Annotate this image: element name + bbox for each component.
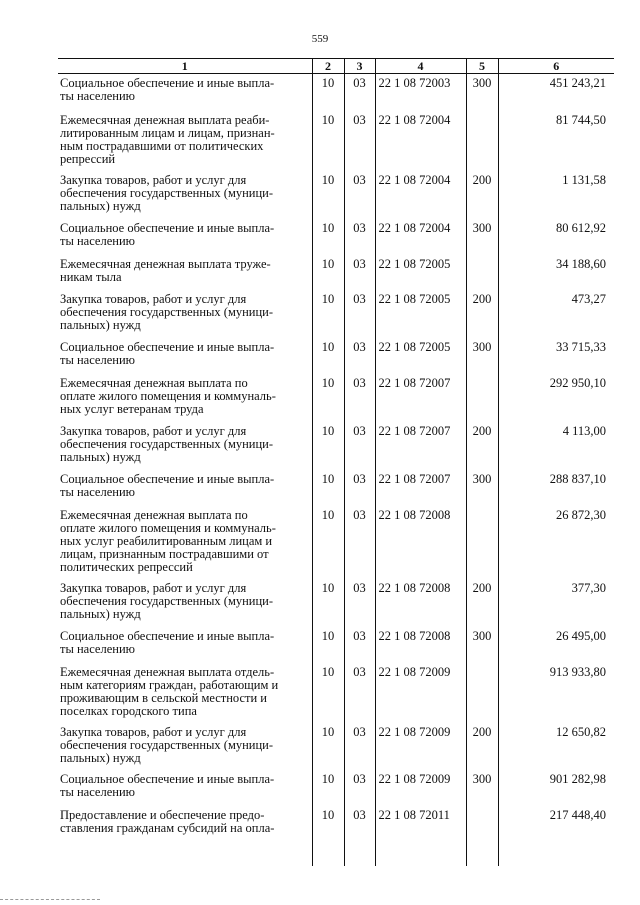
row-name-cell: Ежемесячная денежная выплата по оплате жилого помещения и коммуналь- ных услуг ветеранам труда — [58, 374, 312, 422]
row-subsection-cell: 03 — [344, 290, 375, 338]
row-section-cell: 10 — [312, 422, 344, 470]
table-row — [58, 422, 614, 470]
row-expense-type-cell — [466, 506, 498, 579]
footer-rule — [0, 899, 100, 900]
row-section-cell: 10 — [312, 255, 344, 290]
row-amount-cell: 26 872,30 — [498, 506, 614, 579]
row-amount-cell: 377,30 — [498, 579, 614, 627]
row-subsection-cell: 03 — [344, 171, 375, 219]
row-subsection-cell: 03 — [344, 663, 375, 723]
row-target-article-cell: 22 1 08 72007 — [375, 422, 466, 470]
row-name-cell: Социальное обеспечение и иные выпла- ты населению — [58, 627, 312, 663]
row-amount-cell: 913 933,80 — [498, 663, 614, 723]
row-name-cell: Ежемесячная денежная выплата реаби- литированным лицам и лицам, признан- ным пострадавшими от политических репрессий — [58, 111, 312, 171]
table-row — [58, 74, 614, 111]
header-col-5: 5 — [466, 59, 498, 74]
row-subsection-cell: 03 — [344, 770, 375, 806]
row-amount-cell: 34 188,60 — [498, 255, 614, 290]
row-subsection-cell: 03 — [344, 111, 375, 171]
row-subsection-cell: 03 — [344, 579, 375, 627]
table-row — [58, 506, 614, 579]
row-name-cell: Закупка товаров, работ и услуг для обеспечения государственных (муници- пальных) нужд — [58, 579, 312, 627]
row-section-cell: 10 — [312, 663, 344, 723]
row-section-cell: 10 — [312, 74, 344, 111]
table-row — [58, 374, 614, 422]
row-expense-type-cell: 300 — [466, 627, 498, 663]
row-amount-cell: 292 950,10 — [498, 374, 614, 422]
row-target-article-cell: 22 1 08 72003 — [375, 74, 466, 111]
table-row — [58, 255, 614, 290]
row-expense-type-cell — [466, 663, 498, 723]
row-amount-cell: 473,27 — [498, 290, 614, 338]
row-name-cell: Ежемесячная денежная выплата отдель- ным категориям граждан, работающим и проживающим в сельской местности и поселках городского типа — [58, 663, 312, 723]
row-section-cell: 10 — [312, 338, 344, 374]
row-expense-type-cell: 300 — [466, 338, 498, 374]
row-section-cell: 10 — [312, 171, 344, 219]
page-number: 559 — [311, 33, 329, 45]
row-name-cell: Социальное обеспечение и иные выпла- ты населению — [58, 470, 312, 506]
row-target-article-cell: 22 1 08 72005 — [375, 338, 466, 374]
row-expense-type-cell — [466, 111, 498, 171]
row-name-cell: Закупка товаров, работ и услуг для обеспечения государственных (муници- пальных) нужд — [58, 290, 312, 338]
row-section-cell: 10 — [312, 290, 344, 338]
row-expense-type-cell — [466, 255, 498, 290]
row-expense-type-cell: 300 — [466, 219, 498, 255]
row-target-article-cell: 22 1 08 72004 — [375, 111, 466, 171]
row-target-article-cell: 22 1 08 72004 — [375, 219, 466, 255]
row-expense-type-cell: 300 — [466, 770, 498, 806]
header-col-2: 2 — [312, 59, 344, 74]
row-target-article-cell: 22 1 08 72011 — [375, 806, 466, 866]
header-col-3: 3 — [344, 59, 375, 74]
table-header — [58, 59, 614, 74]
row-target-article-cell: 22 1 08 72009 — [375, 770, 466, 806]
row-name-cell: Закупка товаров, работ и услуг для обеспечения государственных (муници- пальных) нужд — [58, 171, 312, 219]
row-amount-cell: 33 715,33 — [498, 338, 614, 374]
row-subsection-cell: 03 — [344, 255, 375, 290]
row-section-cell: 10 — [312, 579, 344, 627]
row-expense-type-cell: 300 — [466, 74, 498, 111]
row-section-cell: 10 — [312, 506, 344, 579]
table-row — [58, 470, 614, 506]
row-amount-cell: 288 837,10 — [498, 470, 614, 506]
row-section-cell: 10 — [312, 723, 344, 770]
table-row — [58, 770, 614, 806]
row-amount-cell: 12 650,82 — [498, 723, 614, 770]
header-col-1: 1 — [58, 59, 312, 74]
row-section-cell: 10 — [312, 374, 344, 422]
row-subsection-cell: 03 — [344, 506, 375, 579]
row-subsection-cell: 03 — [344, 338, 375, 374]
row-subsection-cell: 03 — [344, 74, 375, 111]
row-amount-cell: 217 448,40 — [498, 806, 614, 866]
row-target-article-cell: 22 1 08 72005 — [375, 290, 466, 338]
row-subsection-cell: 03 — [344, 470, 375, 506]
row-target-article-cell: 22 1 08 72008 — [375, 627, 466, 663]
row-name-cell: Ежемесячная денежная выплата труже- никам тыла — [58, 255, 312, 290]
row-name-cell: Закупка товаров, работ и услуг для обеспечения государственных (муници- пальных) нужд — [58, 422, 312, 470]
row-amount-cell: 80 612,92 — [498, 219, 614, 255]
table-row — [58, 627, 614, 663]
header-col-4: 4 — [375, 59, 466, 74]
row-section-cell: 10 — [312, 770, 344, 806]
table-body — [58, 74, 614, 866]
row-target-article-cell: 22 1 08 72004 — [375, 171, 466, 219]
row-amount-cell: 4 113,00 — [498, 422, 614, 470]
row-expense-type-cell: 200 — [466, 290, 498, 338]
row-target-article-cell: 22 1 08 72007 — [375, 470, 466, 506]
table-row — [58, 111, 614, 171]
row-section-cell: 10 — [312, 627, 344, 663]
row-section-cell: 10 — [312, 111, 344, 171]
row-target-article-cell: 22 1 08 72008 — [375, 506, 466, 579]
budget-table — [58, 58, 614, 866]
row-subsection-cell: 03 — [344, 627, 375, 663]
row-name-cell: Социальное обеспечение и иные выпла- ты населению — [58, 770, 312, 806]
row-subsection-cell: 03 — [344, 723, 375, 770]
table-row — [58, 171, 614, 219]
row-expense-type-cell — [466, 806, 498, 866]
row-expense-type-cell: 300 — [466, 470, 498, 506]
table-row — [58, 579, 614, 627]
table-row — [58, 219, 614, 255]
row-name-cell: Социальное обеспечение и иные выпла- ты населению — [58, 219, 312, 255]
header-row — [58, 59, 614, 74]
row-expense-type-cell: 200 — [466, 171, 498, 219]
row-subsection-cell: 03 — [344, 422, 375, 470]
row-name-cell: Социальное обеспечение и иные выпла- ты населению — [58, 74, 312, 111]
row-subsection-cell: 03 — [344, 219, 375, 255]
row-expense-type-cell: 200 — [466, 422, 498, 470]
row-target-article-cell: 22 1 08 72009 — [375, 723, 466, 770]
table-row — [58, 338, 614, 374]
row-amount-cell: 451 243,21 — [498, 74, 614, 111]
row-section-cell: 10 — [312, 219, 344, 255]
row-target-article-cell: 22 1 08 72007 — [375, 374, 466, 422]
row-name-cell: Социальное обеспечение и иные выпла- ты населению — [58, 338, 312, 374]
row-subsection-cell: 03 — [344, 374, 375, 422]
row-amount-cell: 1 131,58 — [498, 171, 614, 219]
table-row — [58, 723, 614, 770]
row-expense-type-cell — [466, 374, 498, 422]
table-row — [58, 290, 614, 338]
row-name-cell: Закупка товаров, работ и услуг для обеспечения государственных (муници- пальных) нужд — [58, 723, 312, 770]
row-amount-cell: 901 282,98 — [498, 770, 614, 806]
row-target-article-cell: 22 1 08 72005 — [375, 255, 466, 290]
row-amount-cell: 81 744,50 — [498, 111, 614, 171]
row-section-cell: 10 — [312, 470, 344, 506]
header-col-6: 6 — [498, 59, 614, 74]
row-expense-type-cell: 200 — [466, 723, 498, 770]
row-expense-type-cell: 200 — [466, 579, 498, 627]
row-target-article-cell: 22 1 08 72009 — [375, 663, 466, 723]
row-name-cell: Ежемесячная денежная выплата по оплате жилого помещения и коммуналь- ных услуг реабилитированным лицам и лицам, признанным пострадавшими от политических репрессий — [58, 506, 312, 579]
row-amount-cell: 26 495,00 — [498, 627, 614, 663]
table-row — [58, 663, 614, 723]
row-subsection-cell: 03 — [344, 806, 375, 866]
row-target-article-cell: 22 1 08 72008 — [375, 579, 466, 627]
row-name-cell: Предоставление и обеспечение предо- ставления гражданам субсидий на опла- — [58, 806, 312, 866]
row-section-cell: 10 — [312, 806, 344, 866]
table-row — [58, 806, 614, 866]
